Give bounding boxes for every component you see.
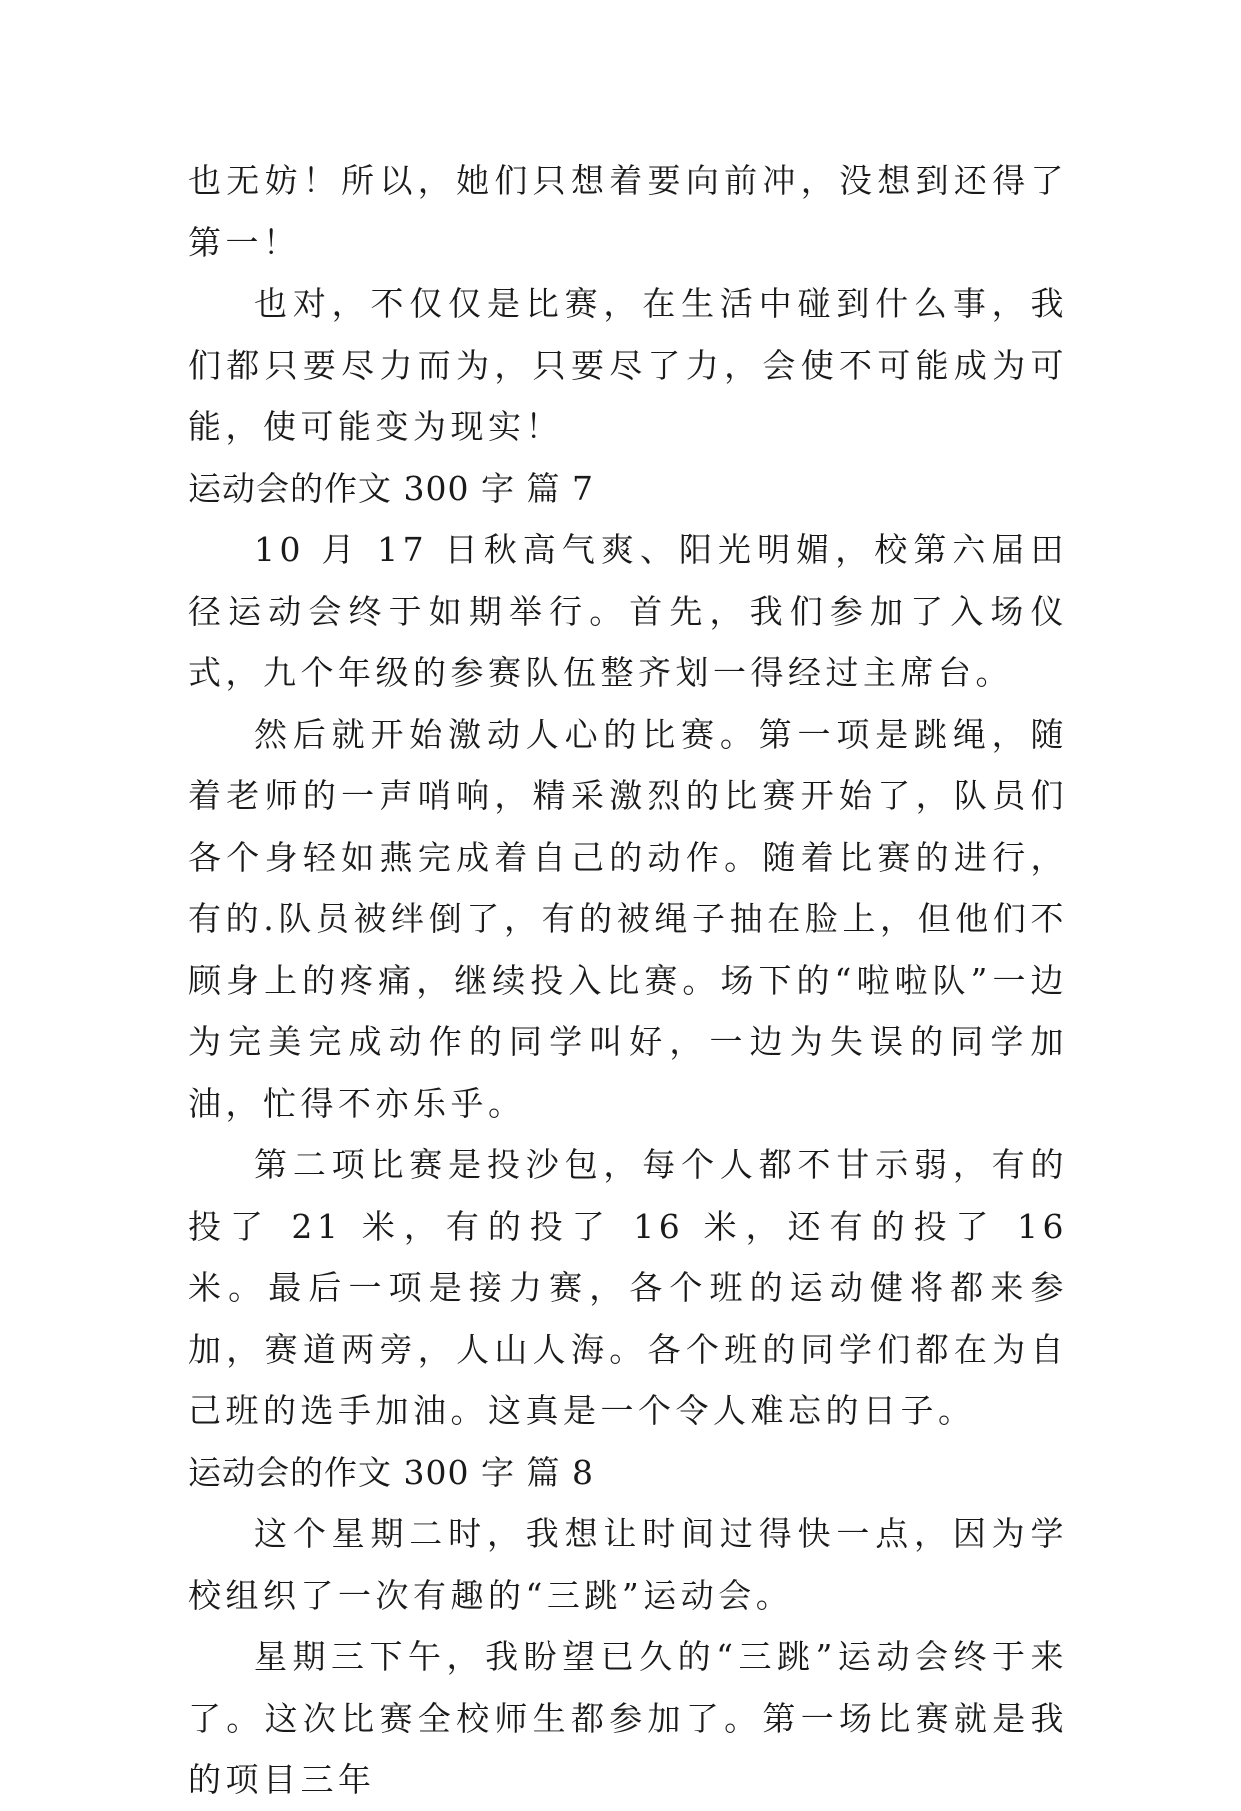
essay-heading-8: 运动会的作文 300 字 篇 8 [188,1452,594,1492]
document-body [188,150,1068,1811]
paragraph-continuation: 也无妨！所以，她们只想着要向前冲，没想到还得了第一！ [188,161,1068,262]
paragraph-sandbag-relay: 第二项比赛是投沙包，每个人都不甘示弱，有的投了 21 米，有的投了 16 米，还有的投了 16 米。最后一项是接力赛，各个班的运动健将都来参加，赛道两旁，人山人海。各个班的同学们都在为自己班的选手加油。这真是一个令人难忘的日子。 [188,1145,1068,1430]
paragraph-jump-rope: 然后就开始激动人心的比赛。第一项是跳绳，随着老师的一声哨响，精采激烈的比赛开始了，队员们各个身轻如燕完成着自己的动作。随着比赛的进行，有的.队员被绊倒了，有的被绳子抽在脸上，但他们不顾身上的疼痛，继续投入比赛。场下的“啦啦队”一边为完美完成动作的同学叫好，一边为失误的同学加油，忙得不亦乐乎。 [188,714,1068,1123]
paragraph-tuesday: 这个星期二时，我想让时间过得快一点，因为学校组织了一次有趣的“三跳”运动会。 [188,1514,1068,1615]
paragraph-reflection: 也对，不仅仅是比赛，在生活中碰到什么事，我们都只要尽力而为，只要尽了力，会使不可能成为可能，使可能变为现实！ [188,284,1068,446]
paragraph-opening: 10 月 17 日秋高气爽、阳光明媚，校第六届田径运动会终于如期举行。首先，我们参加了入场仪式，九个年级的参赛队伍整齐划一得经过主席台。 [188,530,1068,692]
paragraph-wednesday: 星期三下午，我盼望已久的“三跳”运动会终于来了。这次比赛全校师生都参加了。第一场比赛就是我的项目三年 [188,1637,1068,1799]
essay-heading-7: 运动会的作文 300 字 篇 7 [188,468,594,508]
